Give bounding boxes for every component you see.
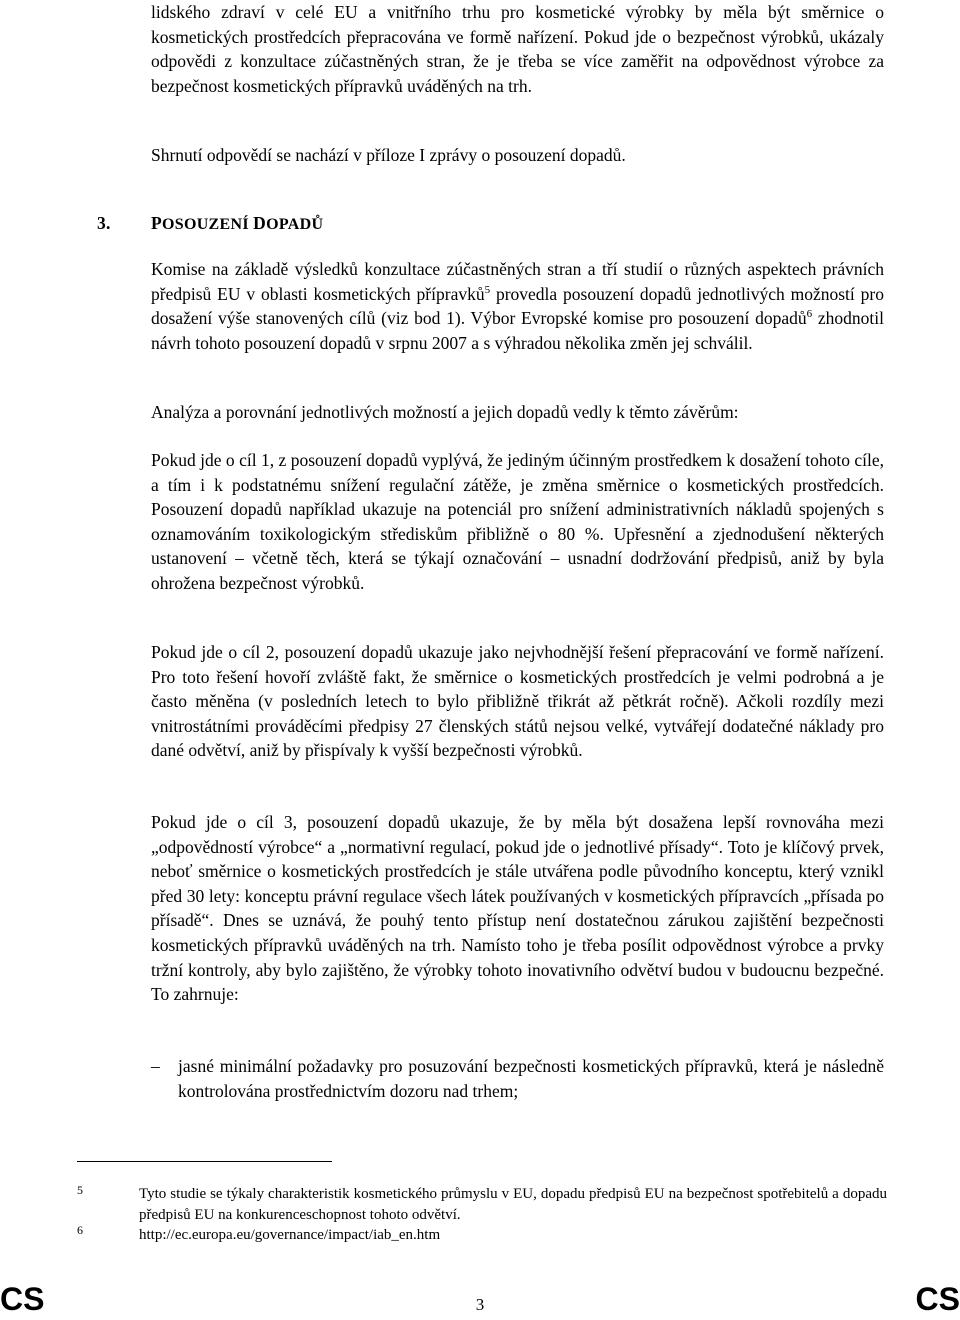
section-title: POSOUZENÍ DOPADŮ bbox=[151, 213, 324, 233]
footnotes bbox=[139, 1184, 887, 1246]
footnote-separator bbox=[77, 1161, 332, 1162]
objective-3-paragraph: Pokud jde o cíl 3, posouzení dopadů ukazuje, že by měla být dosažena lepší rovnováha mezi „odpovědností výrobce“ a „normativní regulací, pokud jde o jednotlivé přísady“. Toto je klíčový prvek, neboť směrnice o kosmetických prostředcích je stále utvářena podle původního konceptu, který vznikl před 30 lety: konceptu právní regulace všech látek používaných v kosmetických přípravcích „přísada po přísadě“. Dnes se uznává, že pouhý tento přístup není dostatečnou zárukou zajištění bezpečnosti kosmetických přípravků uváděných na trh. Namísto toho je třeba posílit odpovědnost výrobce a prvky tržní kontroly, aby bylo zajištěno, že výrobky tohoto inovativního odvětví budou v budoucnu bezpečné. To zahrnuje: bbox=[151, 812, 884, 1005]
language-code-left: CS bbox=[0, 1281, 45, 1317]
impact-assessment-paragraph: Komise na základě výsledků konzultace zúčastněných stran a tří studií o různých aspektech právních předpisů EU v oblasti kosmetických přípravků$^5$ provedla posouzení dopadů jednotlivých možností pro dosažení výše stanovených cílů (viz bod 1). Výbor Evropské komise pro posouzení dopadů$^6$ zhodnotil návrh tohoto posouzení dopadů v srpnu 2007 a s výhradou několika změn jej schválil. bbox=[151, 259, 884, 353]
footnote-ref-6[interactable]: 6 bbox=[806, 308, 813, 321]
footnote-text-5: Tyto studie se týkaly charakteristik kosmetického průmyslu v EU, dopadu předpisů EU na bezpečnost spotřebitelů a dopadu předpisů EU na konkurenceschopnost tohoto odvětví. bbox=[139, 1186, 887, 1223]
footnote-ref-5[interactable]: 5 bbox=[484, 283, 491, 296]
footnote-number-5: 5 bbox=[77, 1183, 83, 1197]
section-number: 3. bbox=[97, 213, 111, 233]
conclusions-intro-paragraph: Analýza a porovnání jednotlivých možností a jejich dopadů vedly k těmto závěrům: bbox=[151, 402, 739, 422]
list-item bbox=[151, 1054, 884, 1103]
language-code-right: CS bbox=[915, 1281, 960, 1317]
summary-paragraph: Shrnutí odpovědí se nachází v příloze I zprávy o posouzení dopadů. bbox=[151, 145, 626, 165]
footnote-number-6: 6 bbox=[77, 1223, 83, 1237]
footnote-link-6[interactable]: http://ec.europa.eu/governance/impact/iab_en.htm bbox=[139, 1227, 441, 1243]
objective-1-paragraph: Pokud jde o cíl 1, z posouzení dopadů vyplývá, že jediným účinným prostředkem k dosažení tohoto cíle, a tím i k podstatnému snížení regulační zátěže, je změna směrnice o kosmetických prostředcích. Posouzení dopadů například ukazuje na potenciál pro snížení administrativních nákladů spojených s oznamováním toxikologickým střediskům přibližně o 80 %. Upřesnění a zjednodušení některých ustanovení – včetně těch, která se týkají označování – usnadní dodržování předpisů, aniž by byla ohrožena bezpečnost výrobků. bbox=[151, 450, 884, 593]
list-item-text: jasné minimální požadavky pro posuzování bezpečnosti kosmetických přípravků, která je následně kontrolována prostřednictvím dozoru nad trhem; bbox=[178, 1056, 884, 1101]
page-number: 3 bbox=[475, 1295, 485, 1314]
objective-2-paragraph: Pokud jde o cíl 2, posouzení dopadů ukazuje jako nejvhodnější řešení přepracování ve formě nařízení. Pro toto řešení hovoří zvláště fakt, že směrnice o kosmetických prostředcích je velmi podrobná a je často měněna (v posledních letech to bylo přibližně třikrát až pětkrát ročně). Ačkoli rozdíly mezi vnitrostátními prováděcími předpisy 27 členských států nejsou velké, vytvářejí dodatečné náklady pro dané odvětví, aniž by přispívaly k vyšší bezpečnosti výrobků. bbox=[151, 642, 884, 761]
section-heading bbox=[97, 211, 884, 236]
intro-paragraph: lidského zdraví v celé EU a vnitřního trhu pro kosmetické výrobky by měla být směrnice o kosmetických prostředcích přepracována ve formě nařízení. Pokud jde o bezpečnost výrobků, ukázaly odpovědi z konzultace zúčastněných stran, že je třeba se více zaměřit na odpovědnost výrobce za bezpečnost kosmetických přípravků uváděných na trh. bbox=[151, 2, 884, 96]
list-dash: – bbox=[151, 1056, 160, 1076]
